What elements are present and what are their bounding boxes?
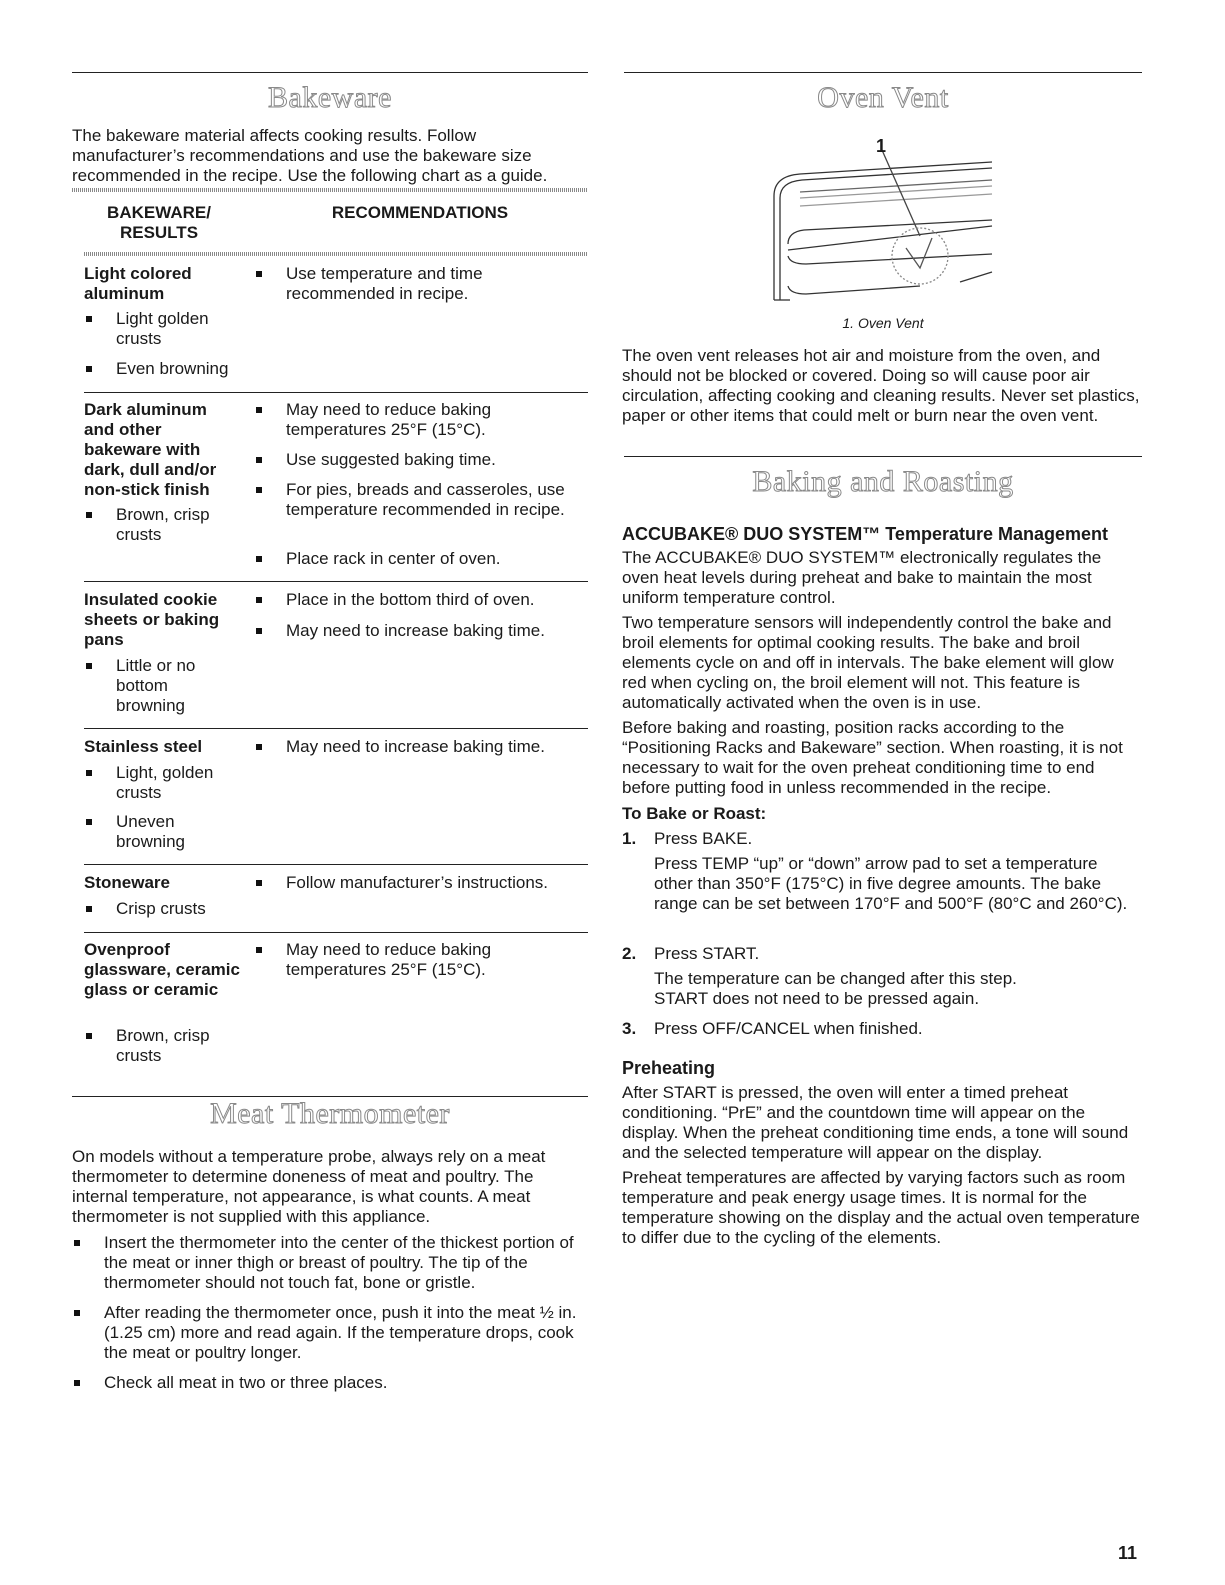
result-item: Even browning	[86, 359, 246, 379]
oven-vent-illustration	[760, 136, 1010, 308]
recommendation-item: May need to reduce baking temperatures 25°F (15°C).	[256, 400, 511, 440]
table-top-hatch	[72, 188, 588, 192]
recommendation-item: Follow manufacturer’s instructions.	[256, 873, 576, 893]
result-item: Brown, crisp crusts	[86, 1026, 226, 1066]
recommendation-item: For pies, breads and casseroles, use temperature recommended in recipe.	[256, 480, 581, 540]
accubake-p2: Two temperature sensors will independently control the bake and broil elements for optimal cooking results. The bake and broil elements cycle on and off in intervals. The bake element will glow red when cycling on, the broil element will not. This feature is automatically activated when the oven is in use.	[622, 613, 1114, 712]
col-header-recommendations: RECOMMENDATIONS	[331, 203, 509, 222]
result-item: Little or no bottom browning	[86, 656, 216, 716]
meat-intro: On models without a temperature probe, always rely on a meat thermometer to determine doneness of meat and poultry. The internal temperature, not appearance, is what counts. A meat thermometer is not supplied with this appliance.	[72, 1147, 546, 1226]
recommendation-item: May need to increase baking time.	[256, 621, 566, 641]
recommendation-item: Use suggested baking time.	[256, 450, 546, 470]
preheating-heading: Preheating	[622, 1058, 716, 1078]
page-number: 11	[1118, 1543, 1138, 1563]
step-main: Press BAKE.	[654, 829, 753, 848]
vent-caption: 1. Oven Vent	[842, 315, 924, 331]
row-divider	[84, 581, 588, 582]
preheat-p2: Preheat temperatures are affected by varying factors such as room temperature and peak energy usage times. It is normal for the temperature showing on the display and the actual oven temperature to differ due to the cycling of the elements.	[622, 1168, 1140, 1247]
step-detail: Press TEMP “up” or “down” arrow pad to set a temperature other than 350°F (175°C) in five degree amounts. The bake range can be set between 170°F and 500°F (80°C and 260°C).	[654, 854, 1128, 913]
top-rule-left	[72, 72, 588, 73]
result-item: Light golden crusts	[86, 309, 226, 349]
step-main: Press OFF/CANCEL when finished.	[654, 1019, 923, 1038]
bakeware-intro: The bakeware material affects cooking results. Follow manufacturer’s recommendations and use the bakeware size recommended in the recipe. Use the following chart as a guide.	[72, 126, 548, 185]
row-title: Stoneware	[84, 873, 170, 892]
result-item: Uneven browning	[86, 812, 216, 852]
result-item: Brown, crisp crusts	[86, 505, 226, 545]
vent-callout-number: 1	[876, 136, 887, 156]
preheat-p1: After START is pressed, the oven will enter a timed preheat conditioning. “PrE” and the countdown time will appear on the display. When the preheat conditioning time ends, a tone will sound and the selected temperature will appear on the display.	[622, 1083, 1129, 1162]
col-header-bakeware: BAKEWARE/ RESULTS	[107, 203, 211, 242]
row-divider	[84, 392, 588, 393]
recommendation-item: May need to reduce baking temperatures 25°F (15°C).	[256, 940, 511, 980]
step-number: 3.	[622, 1019, 637, 1038]
result-item: Crisp crusts	[86, 899, 246, 919]
header-bottom-hatch	[84, 252, 588, 256]
vent-text: The oven vent releases hot air and moisture from the oven, and should not be blocked or covered. Doing so will cause poor air circulation, affecting cooking and cleaning results. Never set plastics, paper or other items that could melt or burn near the oven vent.	[622, 346, 1140, 425]
step-main: Press START.	[654, 944, 760, 963]
result-item: Light, golden crusts	[86, 763, 226, 803]
baking-section-rule	[624, 456, 1142, 457]
step-number: 1.	[622, 829, 637, 848]
step-number: 2.	[622, 944, 637, 963]
row-divider	[84, 728, 588, 729]
recommendation-item: May need to increase baking time.	[256, 737, 566, 757]
meat-bullet: Insert the thermometer into the center of the thickest portion of the meat or inner thigh or breast of poultry. The tip of the thermometer should not touch fat, bone or gristle.	[74, 1233, 584, 1293]
row-divider	[84, 864, 588, 865]
top-rule-right	[624, 72, 1142, 73]
row-title: Stainless steel	[84, 737, 203, 756]
row-title: Insulated cookie sheets or baking pans	[84, 590, 220, 649]
to-bake-heading: To Bake or Roast:	[622, 804, 767, 823]
recommendation-item: Place in the bottom third of oven.	[256, 590, 556, 610]
oven-vent-title: Oven Vent	[817, 81, 949, 114]
bakeware-title: Bakeware	[268, 81, 392, 114]
row-title: Ovenproof glassware, ceramic glass or ceramic	[84, 940, 240, 999]
accubake-p3: Before baking and roasting, position racks according to the “Positioning Racks and Bakeware” section. When roasting, it is not necessary to wait for the oven preheat conditioning time to end before putting food in unless recommended in the recipe.	[622, 718, 1123, 797]
step-detail: The temperature can be changed after this step. START does not need to be pressed again.	[654, 969, 1017, 1008]
meat-thermometer-title: Meat Thermometer	[210, 1097, 450, 1130]
row-title: Dark aluminum and other bakeware with dark, dull and/or non-stick finish	[84, 400, 217, 499]
recommendation-item: Place rack in center of oven.	[256, 549, 556, 569]
baking-roasting-title: Baking and Roasting	[752, 465, 1014, 498]
meat-bullet: After reading the thermometer once, push it into the meat ½ in. (1.25 cm) more and read again. If the temperature drops, cook the meat or poultry longer.	[74, 1303, 584, 1363]
accubake-subhead: ACCUBAKE® DUO SYSTEM™ Temperature Management	[622, 524, 1108, 544]
meat-bullet: Check all meat in two or three places.	[74, 1373, 584, 1393]
row-divider	[84, 932, 588, 933]
accubake-p1: The ACCUBAKE® DUO SYSTEM™ electronically regulates the oven heat levels during preheat and bake to maintain the most uniform temperature control.	[622, 548, 1102, 607]
recommendation-item: Use temperature and time recommended in recipe.	[256, 264, 506, 304]
row-title: Light colored aluminum	[84, 264, 192, 303]
